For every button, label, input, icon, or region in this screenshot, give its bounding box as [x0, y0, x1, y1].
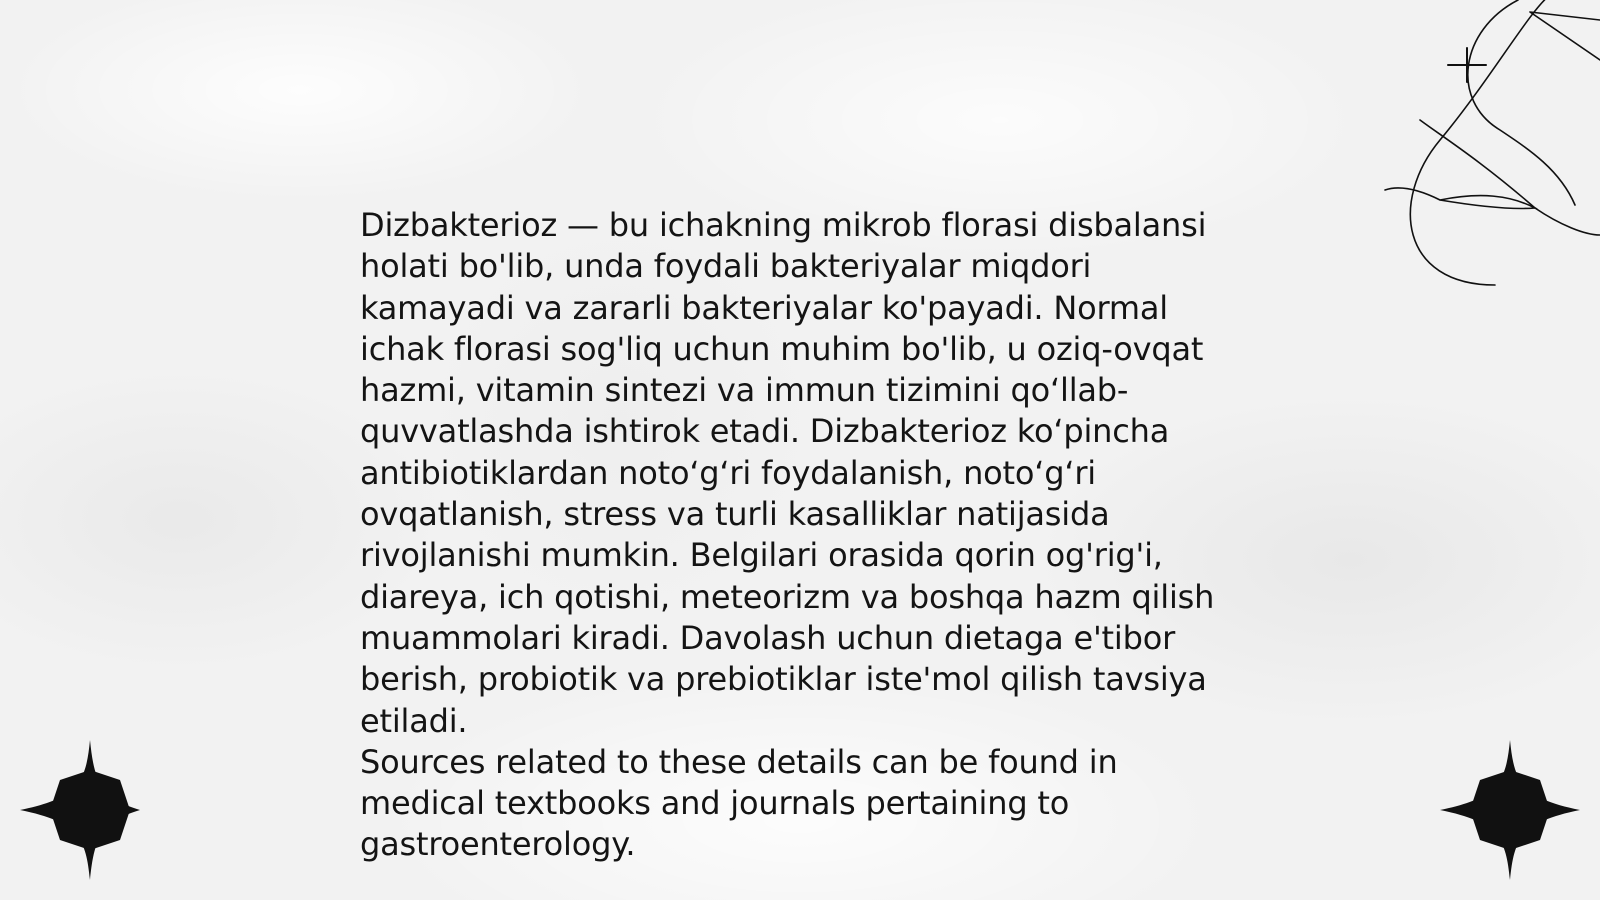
slide-text-block [360, 205, 1240, 866]
four-point-star-icon [1440, 740, 1580, 880]
body-paragraph: Dizbakterioz — bu ichakning mikrob florasi disbalansi holati bo'lib, unda foydali bakteriyalar miqdori kamayadi va zararli bakteriyalar ko'payadi. Normal ichak florasi sog'liq uchun muhim bo'lib, u oziq-ovqat hazmi, vitamin sintezi va immun tizimini qo‘llab-quvvatlashda ishtirok etadi. Dizbakterioz ko‘pincha antibiotiklardan noto‘g‘ri foydalanish, noto‘g‘ri ovqatlanish, stress va turli kasalliklar natijasida rivojlanishi mumkin. Belgilari orasida qorin og'rig'i, diareya, ich qotishi, meteorizm va boshqa hazm qilish muammolari kiradi. Davolash uchun dietaga e'tibor berish, probiotik va prebiotiklar iste'mol qilish tavsiya etiladi. [360, 206, 1215, 740]
four-point-star-icon [20, 740, 160, 880]
sparkle-icon [1448, 48, 1486, 82]
sources-paragraph: Sources related to these details can be found in medical textbooks and journals pertaining to gastroenterology. [360, 742, 1118, 864]
orbit-lines-icon [1360, 0, 1600, 290]
